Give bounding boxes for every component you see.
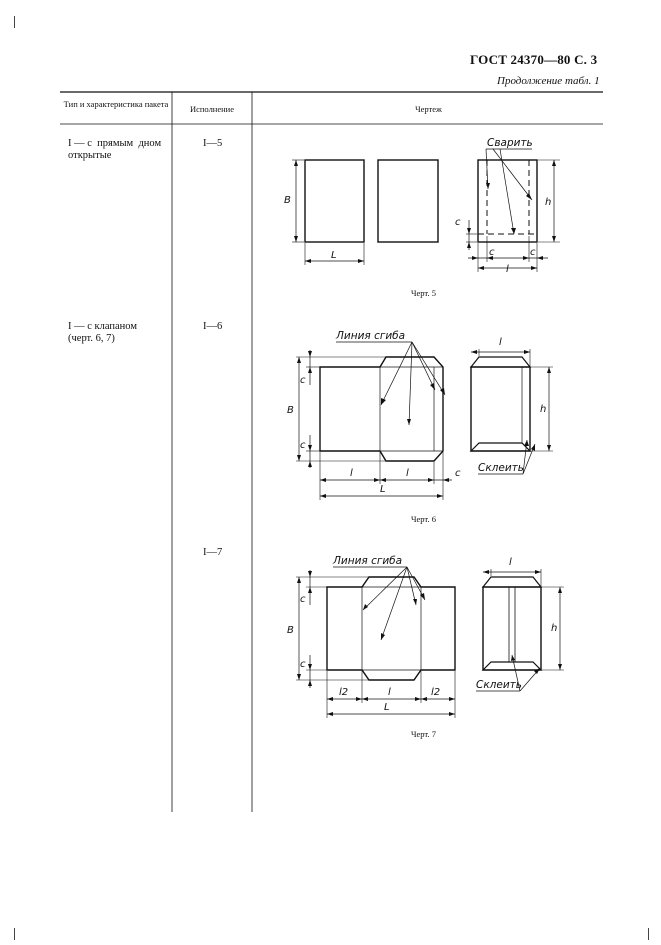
row-type-line: I — с прямым дном: [68, 138, 162, 149]
column-header-type: Тип и характеристика пакета: [63, 99, 169, 109]
row-type-line: (черт. 6, 7): [68, 333, 115, 344]
row-variant: I—6: [203, 321, 223, 332]
dim-label-c: c: [530, 247, 536, 258]
dim-label-h: h: [540, 404, 547, 415]
fold-line-label: Линия сгиба: [336, 330, 406, 342]
dim-label-l: l: [388, 687, 391, 698]
dim-label-l: l: [406, 468, 409, 479]
dim-label-c: c: [300, 659, 306, 670]
dim-label-l2: l2: [339, 687, 349, 698]
dim-label-l: l: [506, 264, 509, 275]
dim-label-c: c: [300, 594, 306, 605]
column-header-drawing: Чертеж: [415, 104, 442, 114]
dim-label-l2: l2: [431, 687, 441, 698]
figure-caption: Черт. 7: [411, 729, 437, 739]
blank-outline: [327, 577, 455, 680]
dim-label-c: c: [300, 440, 306, 451]
figure-caption: Черт. 6: [411, 514, 437, 524]
dim-label-B: B: [284, 195, 291, 206]
glue-label: Склеить: [478, 462, 524, 474]
glue-label: Склеить: [476, 679, 522, 691]
document-title: ГОСТ 24370—80 С. 3: [470, 52, 598, 67]
table-continuation-note: Продолжение табл. 1: [497, 75, 600, 87]
dim-label-L: L: [331, 250, 337, 261]
row-type-line: I — с клапаном: [68, 321, 137, 332]
dim-label-c: c: [455, 217, 461, 228]
dim-label-l: l: [509, 557, 512, 568]
dim-label-L: L: [380, 484, 386, 495]
row-variant: I—5: [203, 138, 223, 149]
dim-label-c: c: [489, 247, 495, 258]
dim-label-l: l: [499, 337, 502, 348]
row-variant: I—7: [203, 547, 223, 558]
dim-label-l: l: [350, 468, 353, 479]
column-header-variant: Исполнение: [189, 104, 235, 114]
dim-label-h: h: [551, 623, 558, 634]
dim-label-L: L: [384, 702, 390, 713]
dim-label-c: c: [300, 375, 306, 386]
fold-line-label: Линия сгиба: [333, 555, 403, 567]
weld-label: Сварить: [487, 137, 533, 149]
dim-label-B: B: [287, 625, 294, 636]
dim-label-c: c: [455, 468, 461, 479]
row-type-line: открытые: [68, 150, 112, 161]
figure-caption: Черт. 5: [411, 288, 437, 298]
dim-label-B: B: [287, 405, 294, 416]
dim-label-h: h: [545, 197, 552, 208]
